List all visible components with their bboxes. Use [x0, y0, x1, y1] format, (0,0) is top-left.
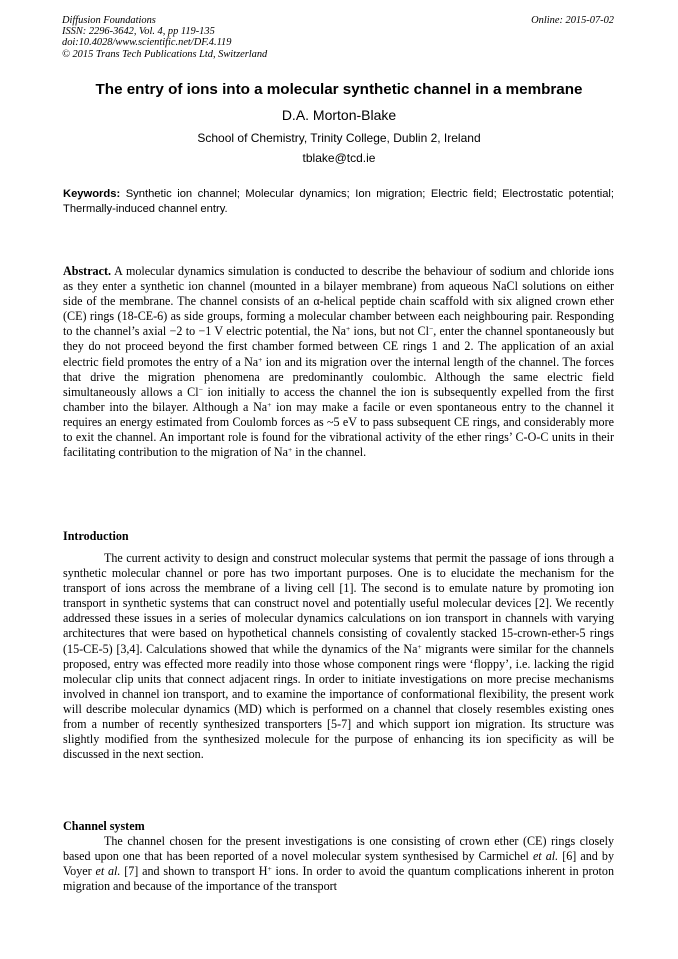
intro-text: migrants were similar for the channels proposed, entry was effected more readily into those whose component rings were ‘floppy’, i.e. lacking the rigid molecular clip units that connect adjacent rings. In order to initiate investigations on more precise mechanisms involved in channel ion transport, and to examine the importance of conformational flexibility, the present work will describe molecular dynamics (MD) which is performed on a channel that closely resembles existing ones from a number of recently synthesized transporters [5-7] and which support ion migration. Its structure was slightly modified from the synthesized molecule for the purpose of enhancing its ion specificity as will be discussed in the next section. [63, 641, 614, 762]
abstract-text: , enter the channel spontaneously but they do not proceed beyond the first chamber formed between CE rings 1 and 2. The application of an axial electric field promotes the entry of a Na [63, 324, 614, 369]
journal-name: Diffusion Foundations [62, 15, 156, 26]
intro-text: The current activity to design and construct molecular systems that permit the passage of ions through a synthetic molecular channel or pore has two important purposes. One is to elucidate the mechanism for the transport of ions across the membrane of a living cell [1]. The second is to emulate nature by promoting ion transport in synthetic systems that can construct novel and potentially useful molecular devices [2]. We recently addressed these issues in a series of molecular dynamics calculations on ion transport in channels with varying architectures that were based on hypothetical channels consisting of covalently stacked 15-crown-ether-5 rings (15-CE-5) [3,4]. Calculations showed that while the dynamics of the Na [63, 551, 614, 656]
author-name: D.A. Morton-Blake [281, 107, 397, 123]
superscript: + [345, 324, 351, 334]
author-email: tblake@tcd.ie [302, 151, 376, 165]
superscript: + [267, 864, 272, 874]
abstract-text: ion and its migration over the internal length of the channel. The forces that drive the migration phenomena are predominantly coulombic. Although the same electric field simultaneously allows a Cl [63, 354, 614, 399]
introduction-heading: Introduction [63, 529, 129, 543]
journal-issn: ISSN: 2296-3642, Vol. 4, pp 119-135 [62, 26, 215, 38]
keywords-label: Keywords: [63, 188, 121, 200]
abstract-text: A molecular dynamics simulation is conducted to describe the behaviour of sodium and chloride ions as they enter a synthetic ion channel (mounted in a bilayer membrane) from aqueous NaCl solutions on either side of the membrane. The channel consists of an α-helical peptide chain scaffold with six aligned crown ether (CE) rings (18-CE-6) as side groups, forming a molecular chamber between each neighbouring pair. Responding to the channel’s axial −2 to −1 V electric potential, the Na [63, 264, 615, 339]
abstract-text: ions, but not Cl [350, 324, 429, 339]
et-al: et al. [95, 864, 121, 879]
journal-copyright: © 2015 Trans Tech Publications Ltd, Switzerland [62, 48, 268, 60]
superscript: + [258, 354, 263, 364]
channel-text: [6] and by Voyer [63, 849, 614, 879]
online-date: Online: 2015-07-02 [531, 15, 614, 26]
abstract-text: ion may make a facile or even spontaneous entry to the channel it requires an energy estimated from Coulomb forces as ~5 eV to pass subsequent CE rings, and considerably more to exit the channel. An important role is found for the vibrational activity of the ether rings’ C-O-C units in their facilitating contribution to the migration of Na [63, 399, 614, 460]
paper-title: The entry of ions into a molecular synthetic channel in a membrane [95, 81, 583, 98]
superscript: − [198, 384, 203, 394]
introduction-paragraph [63, 551, 614, 762]
abstract-text: ion initially to access the channel the ion is subsequently expelled from the first chamber into the bilayer. Although a Na [63, 384, 615, 414]
journal-header [62, 15, 267, 60]
channel-text: [7] and shown to transport H [120, 864, 268, 879]
journal-doi: doi:10.4028/www.scientific.net/DF.4.119 [62, 37, 232, 49]
abstract-text: in the channel. [292, 445, 367, 460]
superscript: + [417, 641, 422, 651]
abstract [63, 264, 614, 460]
keywords [63, 187, 614, 216]
superscript: − [428, 324, 434, 334]
channel-system-heading: Channel system [63, 819, 145, 833]
et-al: et al. [532, 849, 559, 864]
superscript: + [267, 399, 272, 409]
keywords-text: Synthetic ion channel; Molecular dynamics; Ion migration; Electric field; Electrostatic potential; Thermally-induced channel entry. [63, 188, 615, 215]
author-affiliation: School of Chemistry, Trinity College, Dublin 2, Ireland [197, 131, 481, 145]
channel-text: The channel chosen for the present investigations is one consisting of crown ether (CE) rings closely based upon one that has been reported of a novel molecular system synthesised by Carmichel [63, 834, 614, 864]
channel-system-paragraph [63, 834, 614, 894]
channel-text: ions. In order to avoid the quantum complications inherent in proton migration and because of the importance of the transport [63, 864, 614, 894]
abstract-label: Abstract. [63, 264, 112, 278]
superscript: + [288, 445, 293, 455]
